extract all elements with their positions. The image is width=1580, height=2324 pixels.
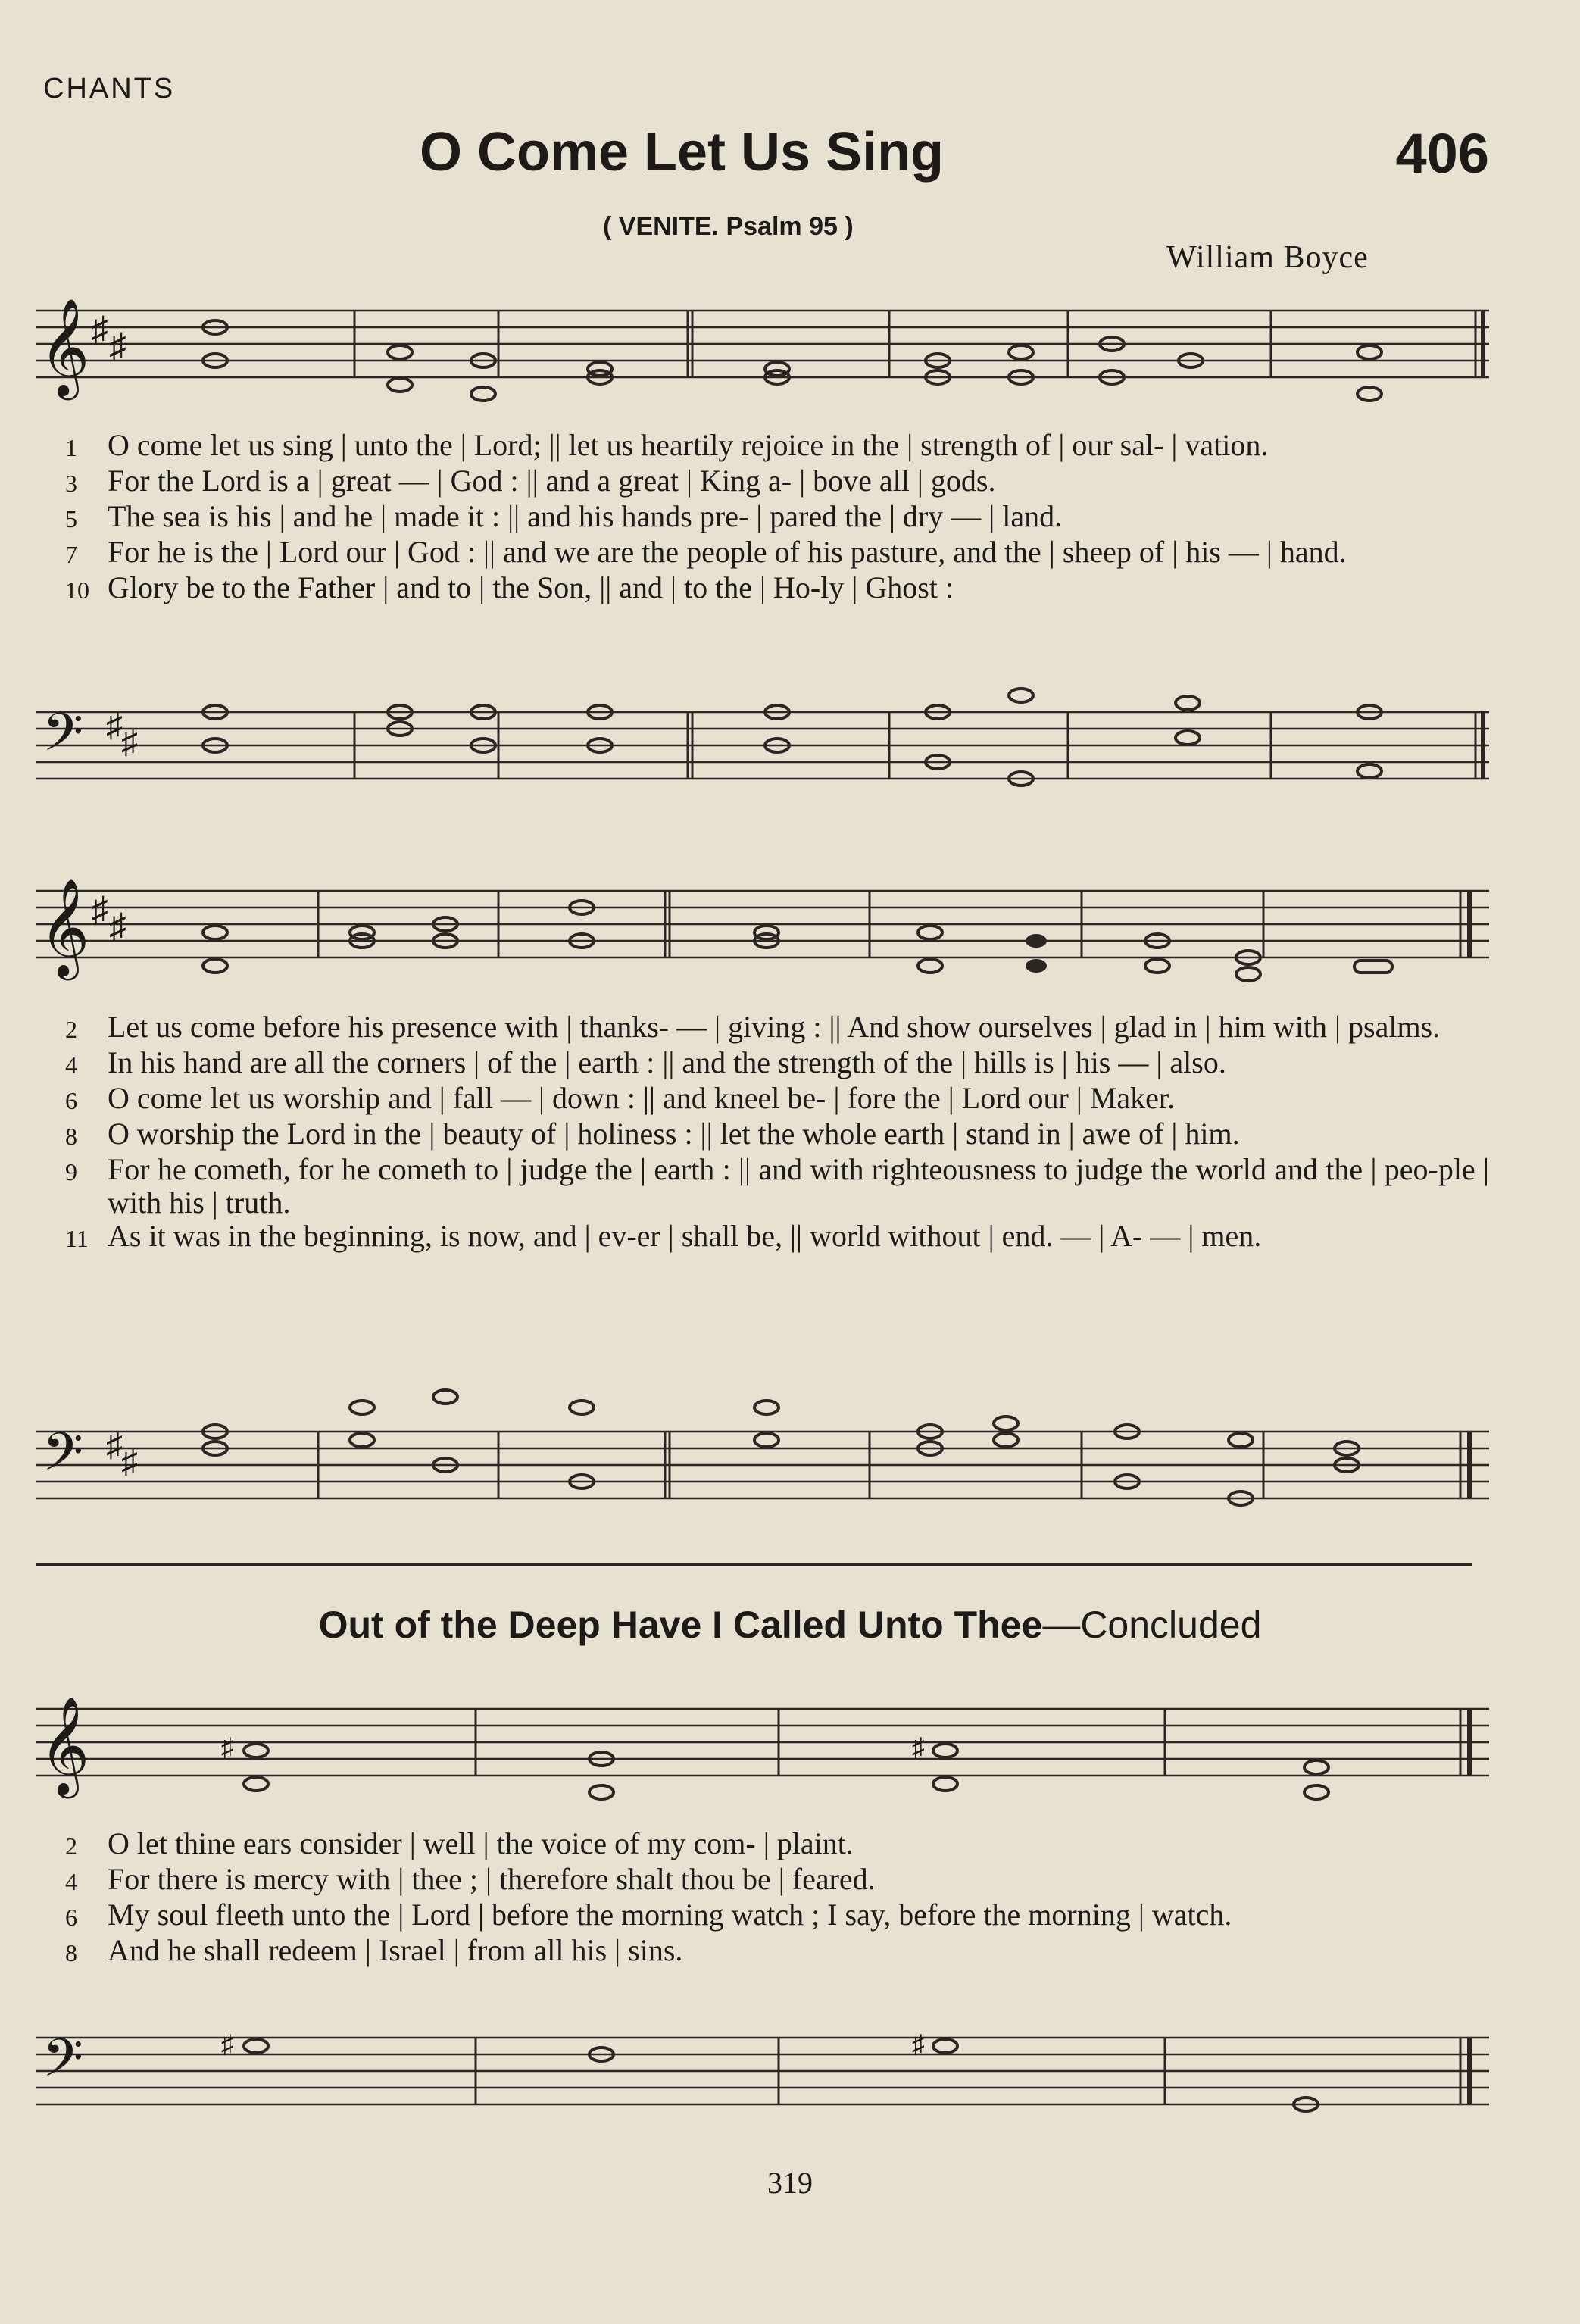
- verse-number: 1: [65, 434, 77, 461]
- svg-text:𝄢: 𝄢: [42, 2030, 84, 2101]
- verse-line: [65, 1046, 1489, 1082]
- treble-staff-3: [36, 1682, 1491, 1810]
- verse-text: For there is mercy with | thee ; | therefore shalt thou be | feared.: [108, 1862, 876, 1896]
- second-chant-title-suffix: —Concluded: [1042, 1604, 1262, 1646]
- verse-text: For he cometh, for he cometh to | judge the | earth : || and with righteousness to judge the world and the | peo-ple | with his | truth.: [108, 1152, 1489, 1220]
- hymn-subtitle: ( VENITE. Psalm 95 ): [603, 212, 854, 241]
- verse-number: 6: [65, 1087, 77, 1114]
- section-divider: [36, 1563, 1472, 1566]
- verse-text: O come let us sing | unto the | Lord; || let us heartily rejoice in the | strength of | our sal- | vation.: [108, 428, 1269, 462]
- svg-text:♯: ♯: [912, 2031, 925, 2059]
- verse-text: For he is the | Lord our | God : || and we are the people of his pasture, and the | sheep of | his — | hand.: [108, 535, 1347, 569]
- svg-text:♯: ♯: [106, 707, 123, 744]
- svg-text:♯: ♯: [912, 1734, 925, 1762]
- svg-text:♯: ♯: [221, 2031, 234, 2059]
- svg-text:♯: ♯: [221, 1734, 234, 1762]
- verse-number: 3: [65, 470, 77, 497]
- verse-line: [65, 1220, 1489, 1255]
- verse-number: 8: [65, 1939, 77, 1966]
- verse-number: 8: [65, 1123, 77, 1150]
- verse-line: [65, 464, 1489, 500]
- verse-text: The sea is his | and he | made it : || and his hands pre- | pared the | dry — | land.: [108, 499, 1063, 533]
- bass-staff-2: [36, 1386, 1491, 1515]
- verse-line: [65, 1827, 1489, 1863]
- svg-text:𝄞: 𝄞: [39, 1699, 90, 1793]
- svg-text:𝄢: 𝄢: [42, 1424, 84, 1495]
- bass-staff-1: [36, 682, 1491, 826]
- bass-staff-3: [36, 2007, 1491, 2121]
- verse-number: 5: [65, 505, 77, 533]
- verse-line: [65, 536, 1489, 571]
- svg-text:♯: ♯: [109, 907, 126, 945]
- verse-number: 2: [65, 1832, 77, 1860]
- svg-text:♯: ♯: [106, 1426, 123, 1463]
- verse-number: 9: [65, 1158, 77, 1185]
- verse-text: In his hand are all the corners | of the | earth : || and the strength of the | hills is | his — | also.: [108, 1045, 1226, 1079]
- svg-text:𝄞: 𝄞: [39, 301, 90, 395]
- svg-text:♯: ♯: [121, 1443, 138, 1480]
- section-label: CHANTS: [43, 73, 176, 105]
- verse-text: Let us come before his presence with | thanks- — | giving : || And show ourselves | glad in | him with | psalms.: [108, 1010, 1441, 1044]
- verse-line: [65, 1934, 1489, 1969]
- verse-line: [65, 1898, 1489, 1934]
- composer-credit: William Boyce: [1166, 240, 1369, 275]
- verse-text: Glory be to the Father | and to | the Son, || and | to the | Ho-ly | Ghost :: [108, 570, 954, 604]
- verse-number: 2: [65, 1016, 77, 1043]
- svg-text:♯: ♯: [109, 326, 126, 365]
- svg-text:♯: ♯: [91, 310, 108, 348]
- verse-text: My soul fleeth unto the | Lord | before the morning watch ; I say, before the morning | watch.: [108, 1898, 1232, 1932]
- verse-text: O let thine ears consider | well | the voice of my com- | plaint.: [108, 1826, 854, 1860]
- verse-line: [65, 1863, 1489, 1898]
- verse-number: 4: [65, 1051, 77, 1079]
- hymn-title: O Come Let Us Sing: [419, 122, 945, 183]
- verses-group-a: [65, 429, 1489, 607]
- svg-text:♯: ♯: [91, 890, 108, 929]
- second-chant-title: [0, 1603, 1580, 1647]
- verse-number: 4: [65, 1868, 77, 1895]
- verse-number: 7: [65, 541, 77, 568]
- verse-line: [65, 1117, 1489, 1153]
- treble-staff-1: [36, 288, 1491, 417]
- svg-text:𝄞: 𝄞: [39, 881, 90, 975]
- verse-line: [65, 1011, 1489, 1046]
- verse-line: [65, 571, 1489, 607]
- verse-line: [65, 500, 1489, 536]
- verse-line: [65, 1082, 1489, 1117]
- page-number: 319: [767, 2166, 813, 2200]
- verse-number: 10: [65, 576, 89, 604]
- verse-text: O worship the Lord in the | beauty of | holiness : || let the whole earth | stand in | awe of | him.: [108, 1117, 1240, 1151]
- verse-line: [65, 1153, 1489, 1220]
- verse-line: [65, 429, 1489, 464]
- treble-staff-2: [36, 848, 1491, 985]
- svg-text:𝄢: 𝄢: [42, 704, 84, 775]
- verse-number: 11: [65, 1225, 89, 1252]
- verse-text: For the Lord is a | great — | God : || and a great | King a- | bove all | gods.: [108, 464, 996, 498]
- hymn-number: 406: [1395, 122, 1489, 185]
- verses-group-b: [65, 1011, 1489, 1255]
- verse-number: 6: [65, 1904, 77, 1931]
- verses-group-c: [65, 1827, 1489, 1969]
- verse-text: As it was in the beginning, is now, and | ev-er | shall be, || world without | end. — | A- — | men.: [108, 1219, 1262, 1253]
- verse-text: And he shall redeem | Israel | from all his | sins.: [108, 1933, 683, 1967]
- second-chant-title-main: Out of the Deep Have I Called Unto Thee: [318, 1604, 1043, 1646]
- svg-text:♯: ♯: [121, 723, 138, 761]
- verse-text: O come let us worship and | fall — | down : || and kneel be- | fore the | Lord our | Maker.: [108, 1081, 1176, 1115]
